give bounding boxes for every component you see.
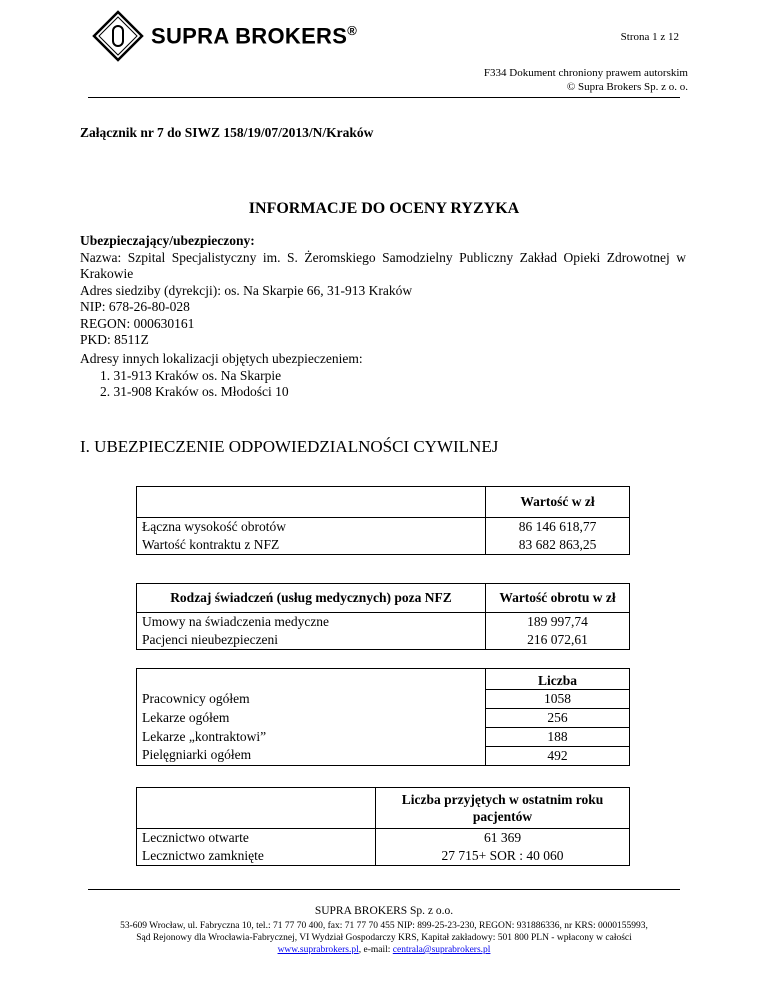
footer-company: SUPRA BROKERS Sp. z o.o. <box>314 905 454 917</box>
footer-registry: Sąd Rejonowy dla Wrocławia-Fabrycznej, VI Wydział Gospodarczy KRS, Kapitał zakładowy: 501 800 PLN - wpłacony w całości <box>136 933 632 943</box>
table-header: Rodzaj świadczeń (usług medycznych) poza NFZ <box>137 584 486 613</box>
table-header: Wartość w zł <box>486 487 630 518</box>
doc-notice: F334 Dokument chroniony prawem autorskim <box>483 67 688 79</box>
row-label: Lekarze ogółem <box>137 708 486 727</box>
table-cell-empty <box>137 788 376 829</box>
insured-regon: REGON: 000630161 <box>80 315 195 331</box>
row-value: 27 715+ SOR : 40 060 <box>376 847 630 866</box>
table-row <box>137 518 630 537</box>
table-row <box>137 829 630 848</box>
table-row <box>137 847 630 866</box>
email-prefix: , e-mail: <box>358 945 393 955</box>
locations-block <box>80 351 686 401</box>
insured-label: Ubezpieczający/ubezpieczony: <box>80 233 255 248</box>
row-label: Umowy na świadczenia medyczne <box>137 613 486 632</box>
table-header: Liczba przyjętych w ostatnim roku pacjentów <box>376 788 630 829</box>
header-divider <box>88 97 680 98</box>
table-row <box>137 689 630 708</box>
website-link[interactable]: www.suprabrokers.pl <box>277 945 359 955</box>
insured-block <box>80 233 686 349</box>
insured-address: Adres siedziby (dyrekcji): os. Na Skarpie 66, 31-913 Kraków <box>80 282 413 298</box>
supra-brokers-logo-icon <box>92 10 144 62</box>
row-value: 1058 <box>486 689 630 708</box>
locations-list <box>80 368 686 401</box>
table-cell-empty <box>137 669 486 690</box>
table-header: Wartość obrotu w zł <box>486 584 630 613</box>
staff-table <box>136 668 630 766</box>
row-value: 189 997,74 <box>486 613 630 632</box>
copyright: © Supra Brokers Sp. z o. o. <box>566 81 688 93</box>
footer-address: 53-609 Wrocław, ul. Fabryczna 10, tel.: 71 77 70 400, fax: 71 77 70 455 NIP: 899-25-23-230, REGON: 931886336, nr KRS: 0000155993, <box>120 921 648 931</box>
attachment-title: Załącznik nr 7 do SIWZ 158/19/07/2013/N/Kraków <box>80 125 374 140</box>
row-label: Pielęgniarki ogółem <box>137 746 486 765</box>
row-label: Lecznictwo zamknięte <box>137 847 376 866</box>
locations-intro: Adresy innych lokalizacji objętych ubezpieczeniem: <box>80 351 363 366</box>
email-link[interactable]: centrala@suprabrokers.pl <box>392 945 491 955</box>
table-row <box>137 536 630 555</box>
page-number: Strona 1 z 12 <box>620 31 679 43</box>
footer-contacts <box>0 945 768 955</box>
row-label: Pracownicy ogółem <box>137 689 486 708</box>
row-label: Lekarze „kontraktowi” <box>137 727 486 746</box>
row-value: 256 <box>486 708 630 727</box>
table-row <box>137 746 630 765</box>
row-value: 83 682 863,25 <box>486 536 630 555</box>
table-cell-empty <box>137 487 486 518</box>
insured-name: Nazwa: Szpital Specjalistyczny im. S. Żeromskiego Samodzielny Publiczny Zakład Opieki Zdrowotnej w Krakowie <box>80 249 686 281</box>
row-value: 216 072,61 <box>486 631 630 650</box>
page-title: INFORMACJE DO OCENY RYZYKA <box>248 200 520 217</box>
row-label: Lecznictwo otwarte <box>137 829 376 848</box>
section-title: I. UBEZPIECZENIE ODPOWIEDZIALNOŚCI CYWILNEJ <box>80 437 499 456</box>
location-item: 2. 31-908 Kraków os. Młodości 10 <box>100 384 289 399</box>
location-item: 1. 31-913 Kraków os. Na Skarpie <box>100 367 282 383</box>
table-row <box>137 613 630 632</box>
table-row <box>137 708 630 727</box>
registered-mark: ® <box>347 23 358 38</box>
admissions-table <box>136 787 630 866</box>
row-label: Wartość kontraktu z NFZ <box>137 536 486 555</box>
row-value: 86 146 618,77 <box>486 518 630 537</box>
row-value: 492 <box>486 746 630 765</box>
insured-pkd: PKD: 8511Z <box>80 332 149 347</box>
table-header: Liczba <box>486 669 630 690</box>
row-label: Pacjenci nieubezpieczeni <box>137 631 486 650</box>
insured-nip: NIP: 678-26-80-028 <box>80 299 190 314</box>
table-row <box>137 727 630 746</box>
non-nfz-services-table <box>136 583 630 650</box>
turnover-table <box>136 486 630 555</box>
row-value: 188 <box>486 727 630 746</box>
row-value: 61 369 <box>376 829 630 848</box>
brand-name: SUPRA BROKERS® <box>151 23 358 49</box>
footer-divider <box>88 889 680 890</box>
table-row <box>137 631 630 650</box>
row-label: Łączna wysokość obrotów <box>137 518 486 537</box>
